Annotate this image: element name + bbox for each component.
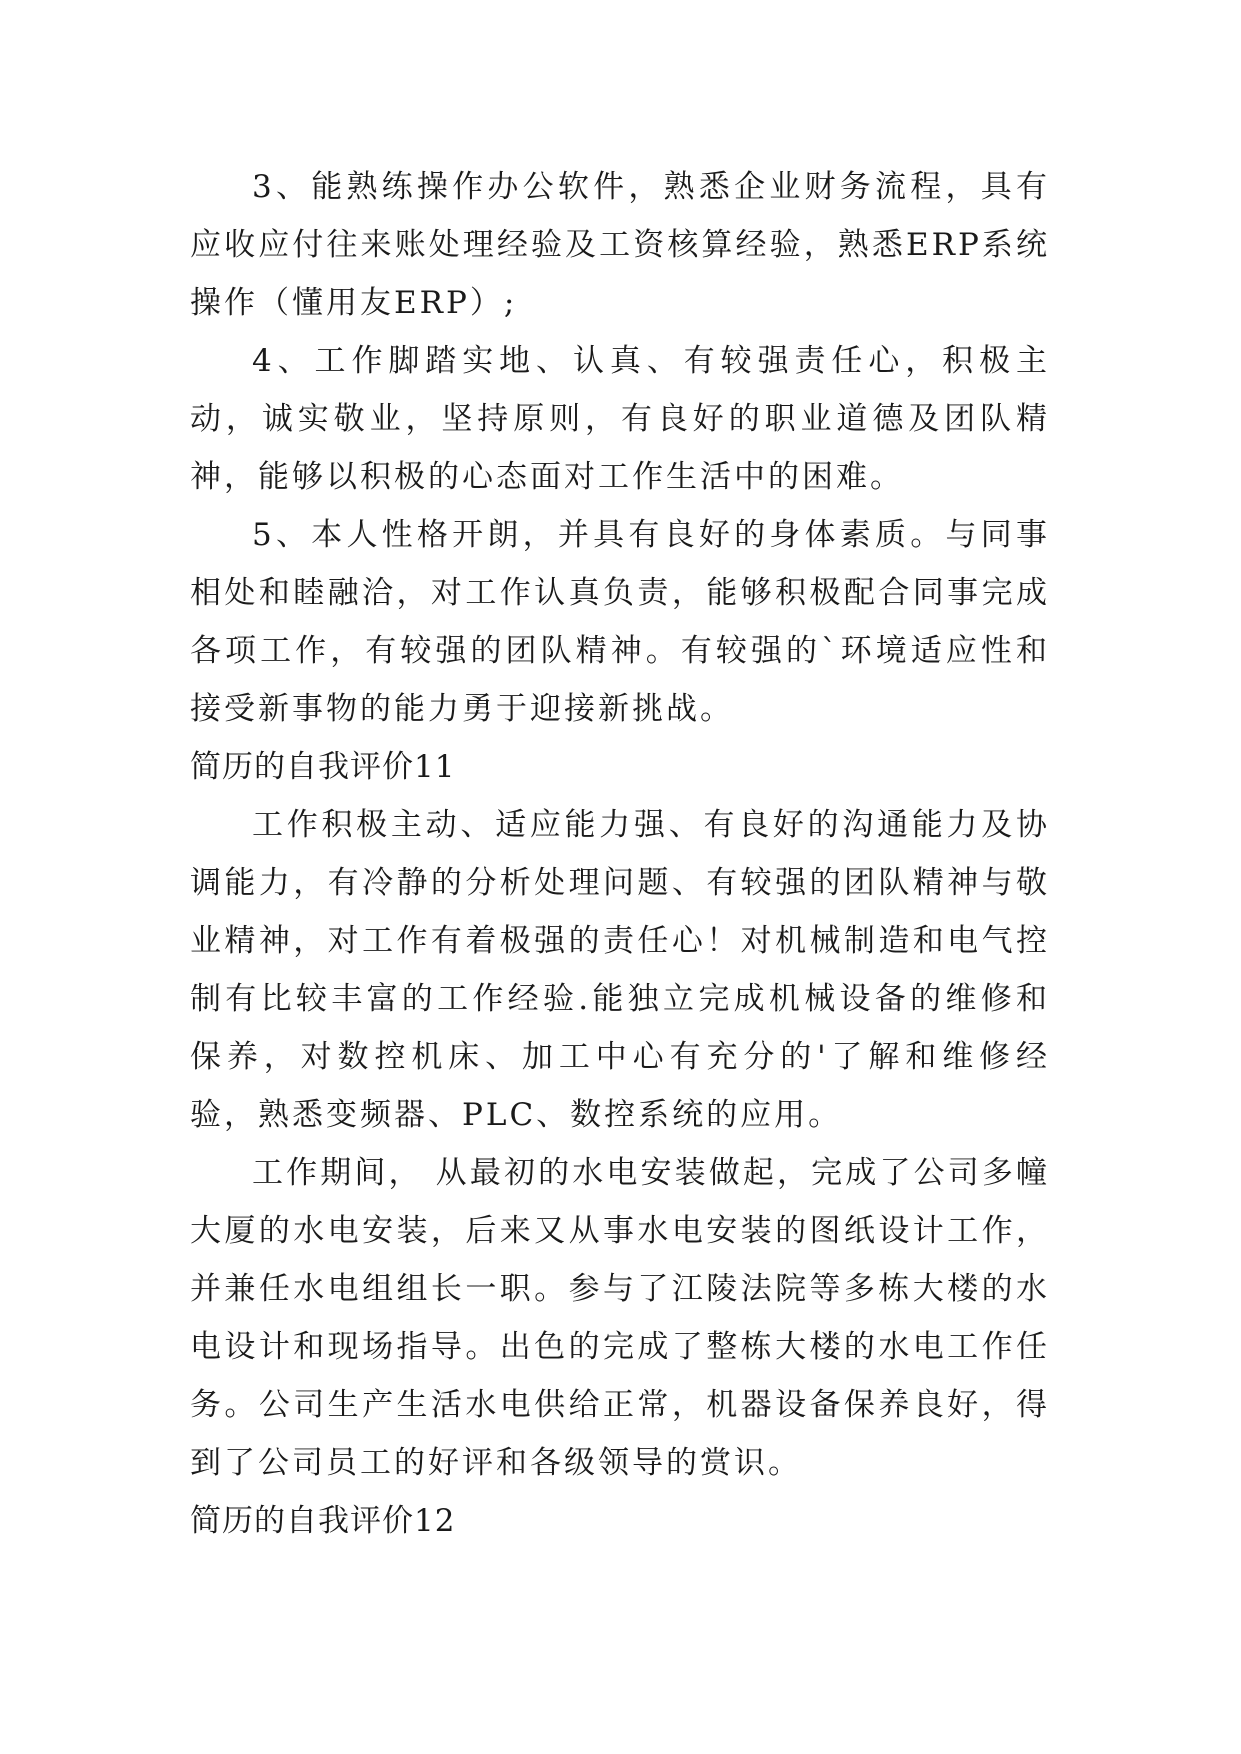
section-heading-12: 简历的自我评价12 (190, 1503, 456, 1539)
section-heading-11: 简历的自我评价11 (190, 749, 456, 785)
paragraph-self-evaluation-11-a: 工作积极主动、适应能力强、有良好的沟通能力及协调能力，有冷静的分析处理问题、有较强的团队精神与敬业精神，对工作有着极强的责任心！对机械制造和电气控制有比较丰富的工作经验.能独立完成机械设备的维修和保养，对数控机床、加工中心有充分的'了解和维修经验，熟悉变频器、PLC、数控系统的应用。 (190, 807, 1050, 1133)
paragraph-item-5: 5、本人性格开朗，并具有良好的身体素质。与同事相处和睦融洽，对工作认真负责，能够积极配合同事完成各项工作，有较强的团队精神。有较强的`环境适应性和接受新事物的能力勇于迎接新挑战。 (190, 517, 1050, 727)
paragraph-item-3: 3、能熟练操作办公软件，熟悉企业财务流程，具有应收应付往来账处理经验及工资核算经验，熟悉ERP系统操作（懂用友ERP）; (190, 169, 1050, 321)
document-body (190, 158, 1050, 1550)
paragraph-item-4: 4、工作脚踏实地、认真、有较强责任心，积极主动，诚实敬业，坚持原则，有良好的职业道德及团队精神，能够以积极的心态面对工作生活中的困难。 (190, 343, 1050, 495)
paragraph-self-evaluation-11-b: 工作期间， 从最初的水电安装做起，完成了公司多幢大厦的水电安装，后来又从事水电安装的图纸设计工作，并兼任水电组组长一职。参与了江陵法院等多栋大楼的水电设计和现场指导。出色的完成了整栋大楼的水电工作任务。公司生产生活水电供给正常，机器设备保养良好，得到了公司员工的好评和各级领导的赏识。 (190, 1155, 1050, 1481)
